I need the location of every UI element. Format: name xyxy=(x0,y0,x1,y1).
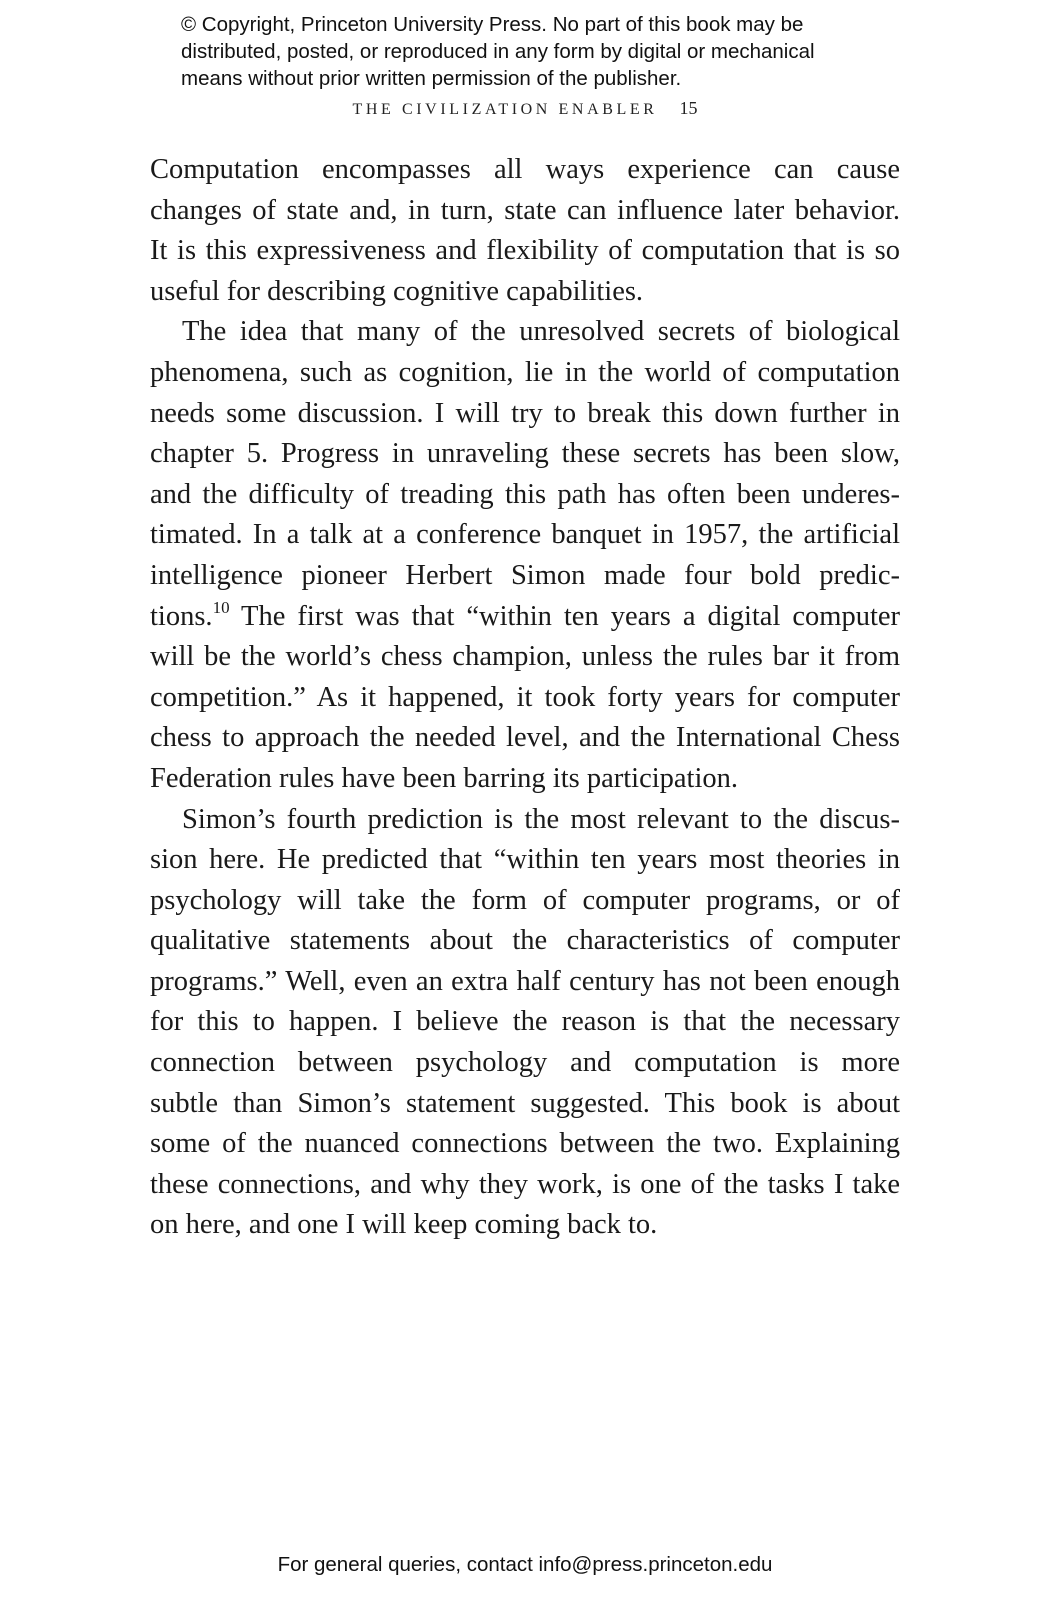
page-number: 15 xyxy=(679,98,698,118)
footnote-reference: 10 xyxy=(212,597,230,617)
text-line: and the difficulty of treading this path has often been underes- xyxy=(150,478,900,510)
copyright-notice xyxy=(181,11,941,92)
copyright-line: distributed, posted, or reproduced in any form by digital or mechanical xyxy=(181,40,815,63)
text-line: psychology will take the form of computer programs, or of xyxy=(150,884,900,916)
text-line: needs some discussion. I will try to break this down further in xyxy=(150,397,900,429)
text-line: It is this expressiveness and flexibility of computation that is so xyxy=(150,235,900,267)
text-fragment: The first was that “within ten years a digital computer xyxy=(229,600,900,632)
text-line: subtle than Simon’s statement suggested. This book is about xyxy=(150,1087,900,1119)
text-line: chess to approach the needed level, and the International Chess xyxy=(150,722,900,754)
text-line: Computation encompasses all ways experience can cause xyxy=(150,154,900,185)
text-line: for this to happen. I believe the reason is that the necessary xyxy=(150,1006,900,1038)
text-line: Federation rules have been barring its participation. xyxy=(150,762,739,794)
paragraph xyxy=(150,800,900,1247)
text-line: on here, and one I will keep coming back to. xyxy=(150,1209,658,1241)
text-line: connection between psychology and computation is more xyxy=(150,1047,900,1079)
text-line: Simon’s fourth prediction is the most relevant to the discus- xyxy=(182,803,900,835)
copyright-line: © Copyright, Princeton University Press. No part of this book may be xyxy=(181,13,804,36)
text-line: intelligence pioneer Herbert Simon made four bold predic- xyxy=(150,559,900,591)
copyright-line: means without prior written permission of the publisher. xyxy=(181,67,682,90)
text-line: sion here. He predicted that “within ten years most theories in xyxy=(150,844,900,876)
text-line: phenomena, such as cognition, lie in the world of computation xyxy=(150,356,900,388)
book-body-text xyxy=(150,150,900,1246)
running-head xyxy=(0,98,1050,119)
text-line: these connections, and why they work, is one of the tasks I take xyxy=(150,1168,900,1200)
text-fragment: tions. xyxy=(150,600,213,632)
running-head-title: THE CIVILIZATION ENABLER xyxy=(352,101,658,118)
text-line: useful for describing cognitive capabilities. xyxy=(150,275,644,307)
paragraph xyxy=(150,150,900,312)
text-line-with-note xyxy=(150,597,900,638)
text-line: will be the world’s chess champion, unless the rules bar it from xyxy=(150,641,900,673)
text-line: The idea that many of the unresolved secrets of biological xyxy=(182,316,900,348)
text-line: competition.” As it happened, it took forty years for computer xyxy=(150,681,900,713)
text-line: programs.” Well, even an extra half century has not been enough xyxy=(150,965,900,997)
text-line: qualitative statements about the characteristics of computer xyxy=(150,925,900,957)
text-line: changes of state and, in turn, state can influence later behavior. xyxy=(150,194,900,226)
text-line: some of the nuanced connections between the two. Explaining xyxy=(150,1128,900,1160)
text-line: chapter 5. Progress in unraveling these secrets has been slow, xyxy=(150,438,900,470)
paragraph xyxy=(150,312,900,799)
text-line: timated. In a talk at a conference banquet in 1957, the artificial xyxy=(150,519,900,551)
footer-contact: For general queries, contact info@press.princeton.edu xyxy=(277,1553,773,1576)
